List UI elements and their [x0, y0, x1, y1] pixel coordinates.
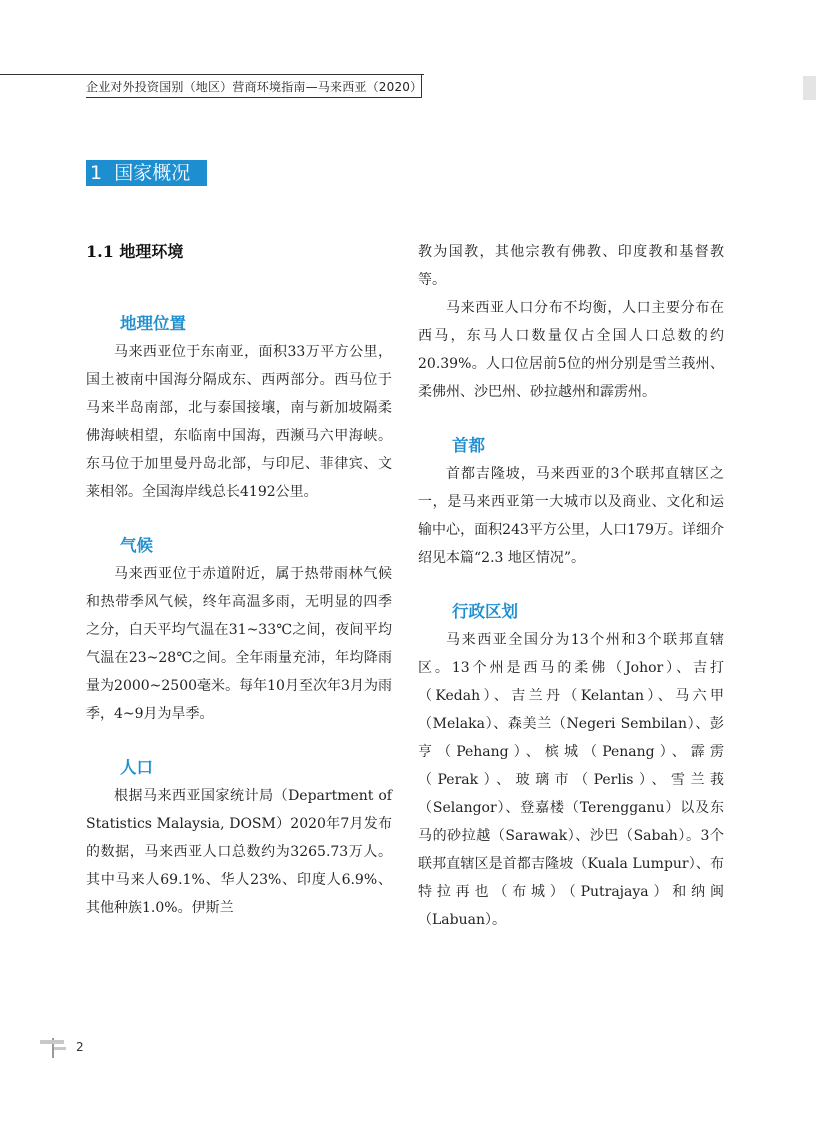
geo-paragraph: 马来西亚位于东南亚，面积33万平方公里，国土被南中国海分隔成东、西两部分。西马位于马来半岛南部，北与泰国接壤，南与新加坡隔柔佛海峡相望，东临南中国海，西濒马六甲海峡。东马位于加里曼丹岛北部，与印尼、菲律宾、文莱相邻。全国海岸线总长4192公里。: [86, 344, 392, 500]
capital-heading: 首都: [452, 436, 485, 455]
chapter-title: 国家概况: [114, 162, 191, 184]
climate-heading: 气候: [120, 536, 153, 555]
geo-heading: 地理位置: [120, 314, 186, 333]
running-header: 企业对外投资国别（地区）营商环境指南—马来西亚（2020）: [86, 74, 422, 98]
section-title: 1.1 地理环境: [86, 242, 184, 261]
right-column: [418, 238, 724, 934]
distribution-paragraph: 马来西亚人口分布不均衡，人口主要分布在西马，东马人口数量仅占全国人口总数的约20.39%。人口位居前5位的州分别是雪兰莪州、柔佛州、沙巴州、砂拉越州和霹雳州。: [418, 300, 724, 400]
page-number: 2: [76, 1040, 84, 1054]
admin-heading: 行政区划: [452, 602, 518, 621]
footer-signpost-icon: [40, 1036, 70, 1060]
religion-paragraph: 教为国教，其他宗教有佛教、印度教和基督教等。: [418, 244, 724, 288]
page-edge-tab: [803, 76, 816, 100]
climate-paragraph: 马来西亚位于赤道附近，属于热带雨林气候和热带季风气候，终年高温多雨，无明显的四季之分，白天平均气温在31~33℃之间，夜间平均气温在23~28℃之间。全年雨量充沛，年均降雨量为2000~2500毫米。每年10月至次年3月为雨季，4~9月为旱季。: [86, 566, 392, 722]
left-column: [86, 238, 392, 922]
chapter-number: 1: [90, 162, 103, 184]
capital-paragraph: 首都吉隆坡，马来西亚的3个联邦直辖区之一，是马来西亚第一大城市以及商业、文化和运输中心，面积243平方公里，人口179万。详细介绍见本篇“2.3 地区情况”。: [418, 466, 724, 566]
admin-paragraph: 马来西亚全国分为13个州和3个联邦直辖区。13个州是西马的柔佛（Johor）、吉打（Kedah）、吉兰丹（Kelantan）、马六甲（Melaka）、森美兰（Negeri Sembilan）、彭亨（Pehang）、槟城（Penang）、霹雳（Perak）、玻璃市（Perlis）、雪兰莪（Selangor）、登嘉楼（Terengganu）以及东马的砂拉越（Sarawak）、沙巴（Sabah）。3个联邦直辖区是首都吉隆坡（Kuala Lumpur）、布特拉再也（布城）（Putrajaya）和纳闽（Labuan）。: [418, 632, 724, 928]
chapter-heading: [86, 160, 207, 186]
population-heading: 人口: [120, 758, 153, 777]
population-paragraph: 根据马来西亚国家统计局（Department of Statistics Malaysia, DOSM）2020年7月发布的数据，马来西亚人口总数约为3265.73万人。其中马来人69.1%、华人23%、印度人6.9%、其他种族1.0%。伊斯兰: [86, 788, 392, 916]
